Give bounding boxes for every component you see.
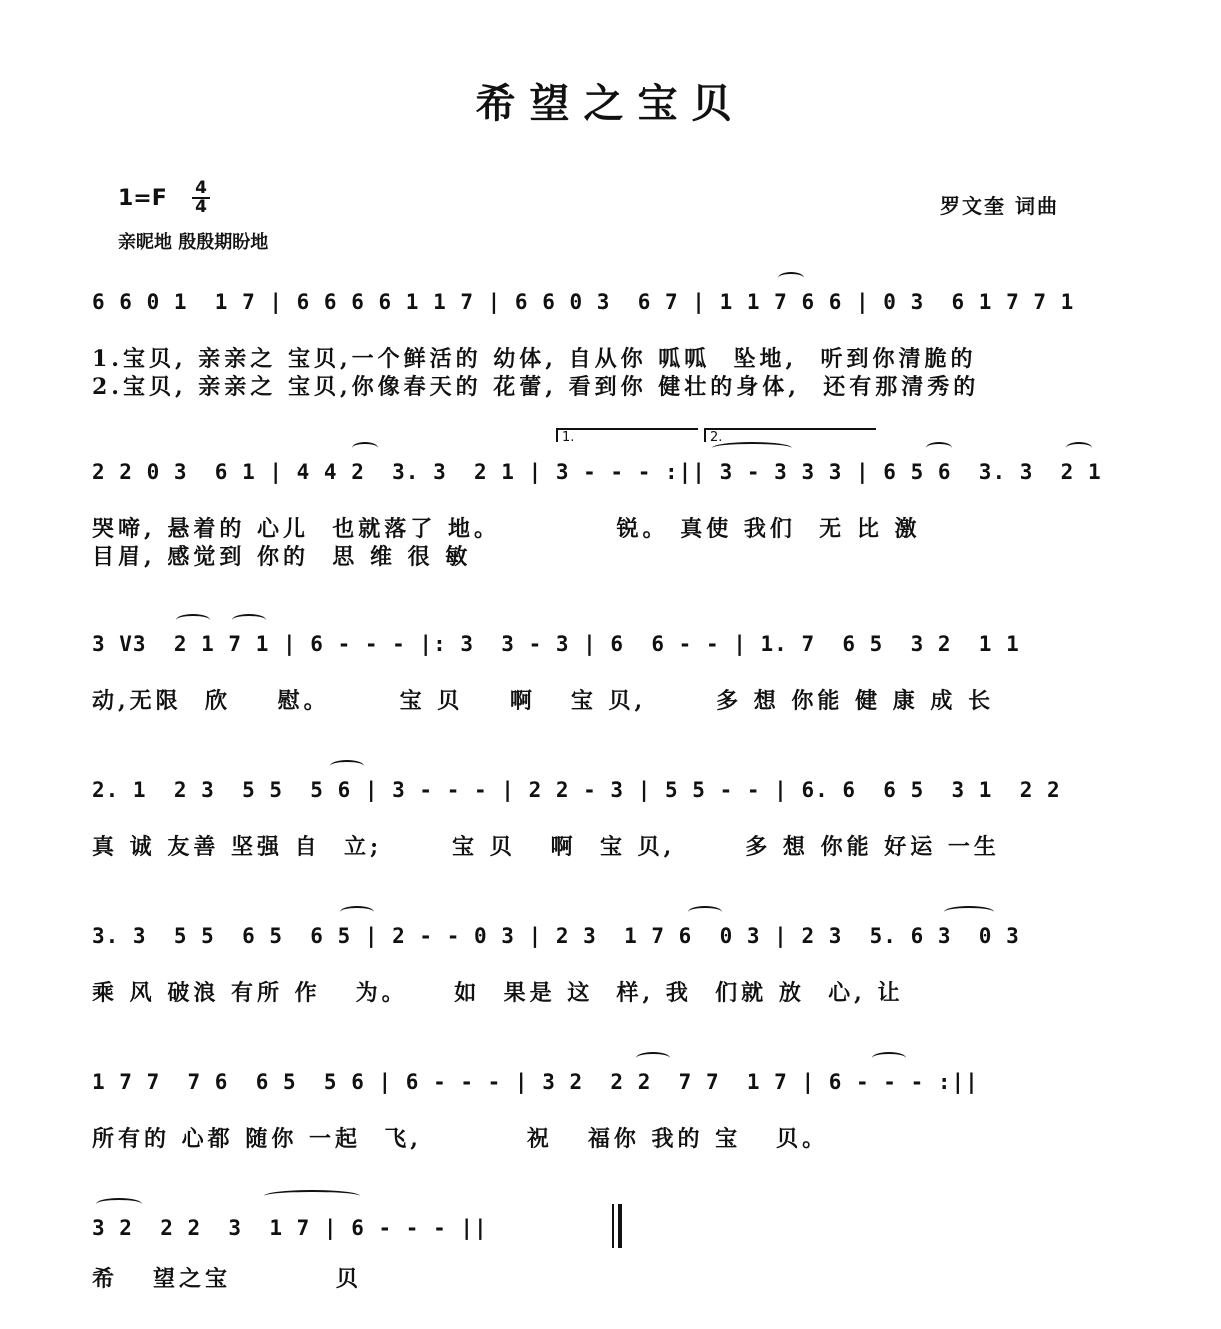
slur [96,1198,142,1210]
lyric-line-3: 动,无限 欣 慰。 宝 贝 啊 宝 贝, 多 想 你能 健 康 成 长 [92,688,995,714]
notation-line-7: 3 2 2 2 3 1 7 | 6 - - - || [92,1216,488,1240]
slur [1066,442,1092,454]
tempo-marking: 亲昵地 殷殷期盼地 [118,232,269,253]
lyric-line-5: 乘 风 破浪 有所 作 为。 如 果是 这 样, 我 们就 放 心, 让 [92,980,904,1006]
slur [340,906,374,918]
slur [232,614,266,626]
lyric-line-2-verse-2: 目眉, 感觉到 你的 思 维 很 敏 [92,544,472,570]
lyric-line-2-verse-1: 哭啼, 悬着的 心儿 也就落了 地。 锐。 真使 我们 无 比 激 [92,516,921,542]
slur [688,906,722,918]
slur [330,760,364,772]
final-barline-thick [618,1204,622,1248]
lyric-line-1-verse-1: 1.宝贝, 亲亲之 宝贝,一个鲜活的 幼体, 自从你 呱呱 坠地, 听到你清脆的 [92,346,977,372]
lyric-line-1-verse-2: 2.宝贝, 亲亲之 宝贝,你像春天的 花蕾, 看到你 健壮的身体, 还有那清秀的 [92,374,980,400]
time-signature-numerator: 4 [192,180,210,199]
slur [176,614,210,626]
slur [636,1052,670,1064]
lyric-line-6: 所有的 心都 随你 一起 飞, 祝 福你 我的 宝 贝。 [92,1126,829,1152]
time-signature-denominator: 4 [195,197,207,217]
slur [352,442,378,454]
author-credit: 罗文奎 词曲 [940,194,1059,218]
slur [778,272,804,284]
volta-bracket-1: 1. [556,428,698,442]
time-signature [192,180,210,216]
notation-line-5: 3. 3 5 5 6 5 6 5 | 2 - - 0 3 | 2 3 1 7 6 0 3 | 2 3 5. 6 3 0 3 [92,924,1020,948]
notation-line-6: 1 7 7 7 6 6 5 5 6 | 6 - - - | 3 2 2 2 7 7 1 7 | 6 - - - :|| [92,1070,979,1094]
notation-line-1: 6 6 0 1 1 7 | 6 6 6 6 1 1 7 | 6 6 0 3 6 7 | 1 1 7 6 6 | 0 3 6 1 7 7 1 [92,290,1075,314]
slur [926,442,952,454]
notation-line-3: 3 V3 2 1 7 1 | 6 - - - |: 3 3 - 3 | 6 6 - - | 1. 7 6 5 3 2 1 1 [92,632,1020,656]
notation-line-4: 2. 1 2 3 5 5 5 6 | 3 - - - | 2 2 - 3 | 5 5 - - | 6. 6 6 5 3 1 2 2 [92,778,1061,802]
slur [872,1052,906,1064]
volta-bracket-2: 2. [704,428,876,442]
key-signature: 1=F [118,186,167,211]
final-barline-thin [612,1204,614,1248]
song-title: 希望之宝贝 [475,80,746,127]
lyric-line-7: 希 望之宝 贝 [92,1266,362,1292]
slur [712,442,792,454]
slur [264,1190,360,1202]
lyric-line-4: 真 诚 友善 坚强 自 立; 宝 贝 啊 宝 贝, 多 想 你能 好运 一生 [92,834,1000,860]
slur [944,906,994,918]
notation-line-2: 2 2 0 3 6 1 | 4 4 2 3. 3 2 1 | 3 - - - :|| 3 - 3 3 3 | 6 5 6 3. 3 2 1 [92,460,1102,484]
